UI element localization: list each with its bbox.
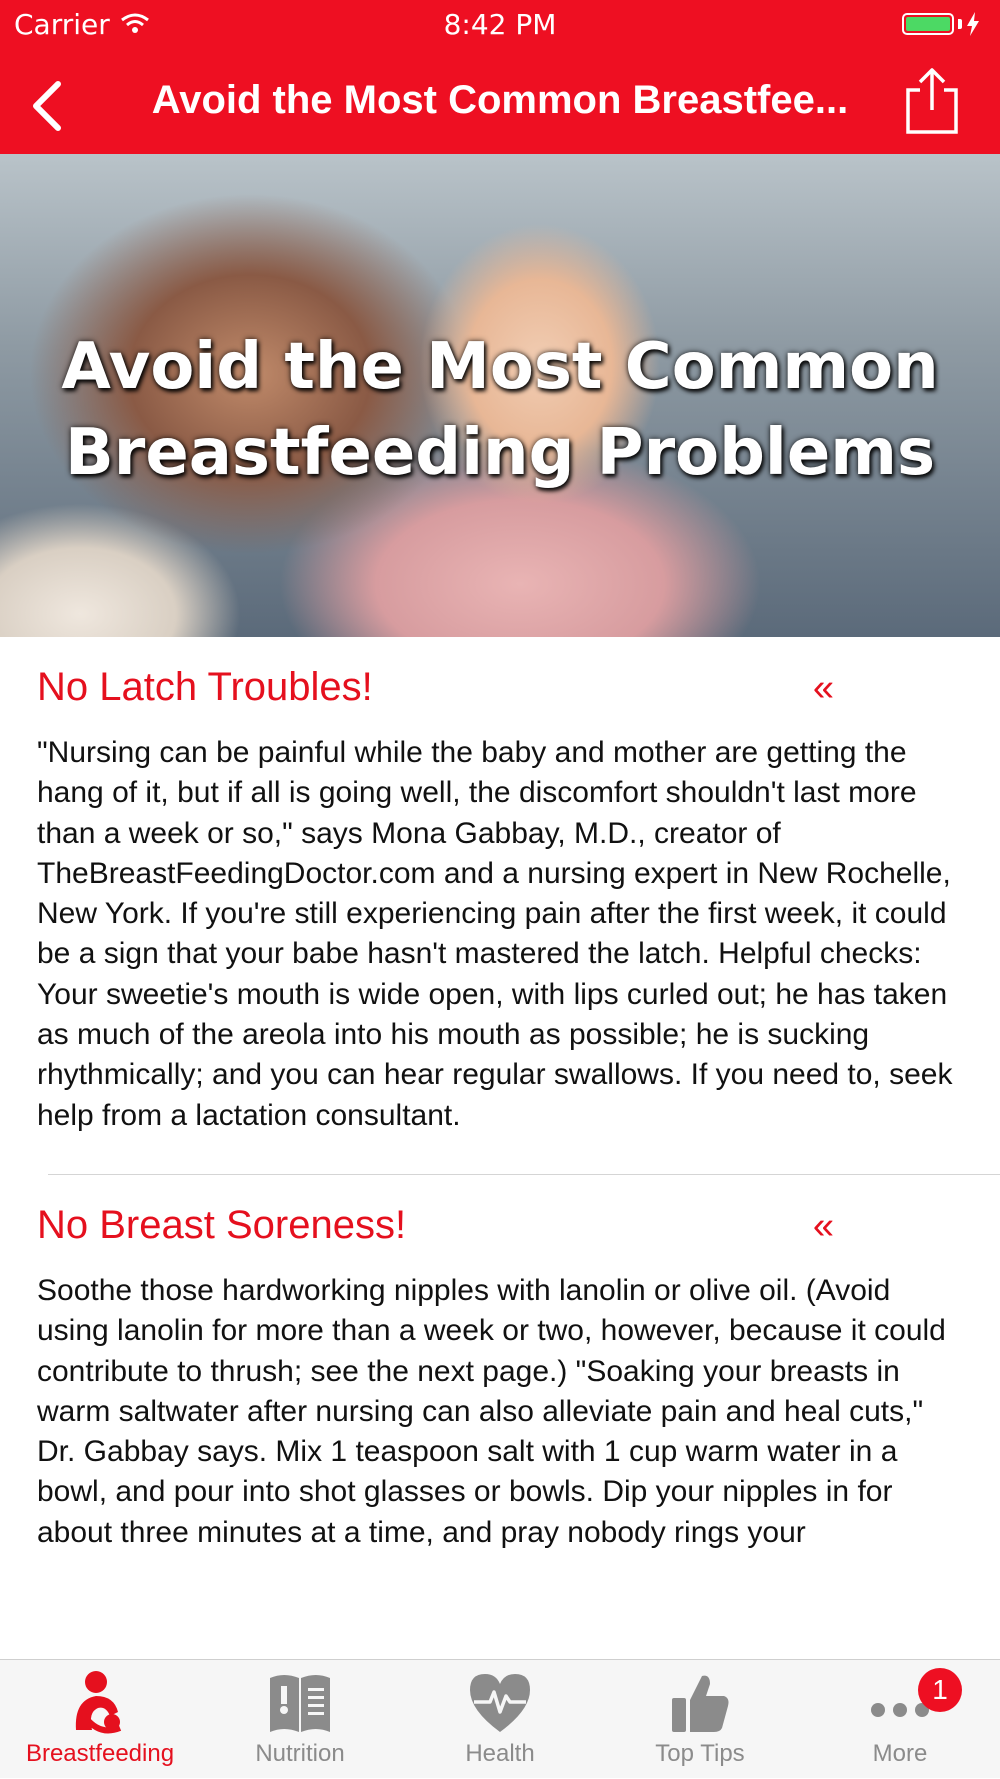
tab-more[interactable] bbox=[800, 1660, 1000, 1779]
mother-baby-icon bbox=[66, 1670, 134, 1736]
article-content[interactable] bbox=[0, 637, 1000, 1659]
tab-label: Top Tips bbox=[655, 1740, 745, 1767]
carrier-label: Carrier bbox=[14, 8, 110, 41]
tab-label: Nutrition bbox=[255, 1740, 345, 1767]
tab-health[interactable] bbox=[400, 1660, 600, 1779]
status-time: 8:42 PM bbox=[443, 8, 557, 41]
section-header[interactable] bbox=[37, 1175, 964, 1265]
section-body: "Nursing can be painful while the baby and mother are getting the hang of it, but if all is going well, the discomfort shouldn't last more than a week or so," says Mona Gabbay, M.D., creator of TheBreastFeedingDoctor.com and a nursing expert in New Rochelle, New York. If you're still experiencing pain after the first week, it could be a sign that your babe hasn't mastered the latch. Helpful checks: Your sweetie's mouth is wide open, with lips curled out; he has taken as much of the areola into his mouth as possible; he is sucking rhythmically; and you can hear regular swallows. If you need to, seek help from a lactation consultant. bbox=[37, 736, 953, 1132]
article-section bbox=[0, 637, 1000, 1136]
collapse-toggle[interactable]: « bbox=[812, 1204, 834, 1247]
section-header[interactable] bbox=[37, 637, 964, 727]
tab-label: Health bbox=[465, 1740, 535, 1767]
collapse-toggle[interactable]: « bbox=[812, 667, 834, 709]
tab-nutrition[interactable] bbox=[200, 1660, 400, 1779]
battery-icon bbox=[902, 12, 980, 36]
charging-bolt-icon bbox=[966, 12, 980, 36]
hero-title: Avoid the Most Common Breastfeeding Problems bbox=[61, 330, 939, 490]
navigation-bar bbox=[0, 52, 1000, 152]
section-heading: No Latch Troubles! bbox=[37, 665, 373, 709]
section-heading: No Breast Soreness! bbox=[37, 1202, 407, 1247]
chevron-left-icon bbox=[22, 74, 82, 134]
share-icon bbox=[902, 66, 962, 136]
article-section bbox=[0, 1175, 1000, 1553]
tab-bar bbox=[0, 1659, 1000, 1778]
nav-title: Avoid the Most Common Breastfee... bbox=[151, 78, 849, 122]
tab-breastfeeding[interactable] bbox=[0, 1660, 200, 1779]
share-button[interactable] bbox=[902, 66, 962, 136]
heart-pulse-icon bbox=[466, 1670, 534, 1736]
back-button[interactable] bbox=[22, 74, 82, 134]
section-body: Soothe those hardworking nipples with lanolin or olive oil. (Avoid using lanolin for more than a week or two, however, because it could contribute to thrush; see the next page.) "Soaking your breasts in warm saltwater after nursing can also alleviate pain and heal cuts," Dr. Gabbay says. Mix 1 teaspoon salt with 1 cup warm water in a bowl, and pour into shot glasses or bowls. Dip your nipples in for about three minutes at a time, and pray nobody rings your bbox=[37, 1273, 946, 1549]
tab-label: Breastfeeding bbox=[25, 1740, 175, 1767]
hero-image bbox=[0, 154, 1000, 637]
status-bar bbox=[0, 0, 1000, 50]
tab-top-tips[interactable] bbox=[600, 1660, 800, 1779]
top-bar bbox=[0, 0, 1000, 154]
menu-book-icon bbox=[266, 1670, 334, 1736]
notification-badge: 1 bbox=[918, 1668, 962, 1712]
tab-label: More bbox=[872, 1740, 928, 1767]
thumbs-up-icon bbox=[666, 1670, 734, 1736]
